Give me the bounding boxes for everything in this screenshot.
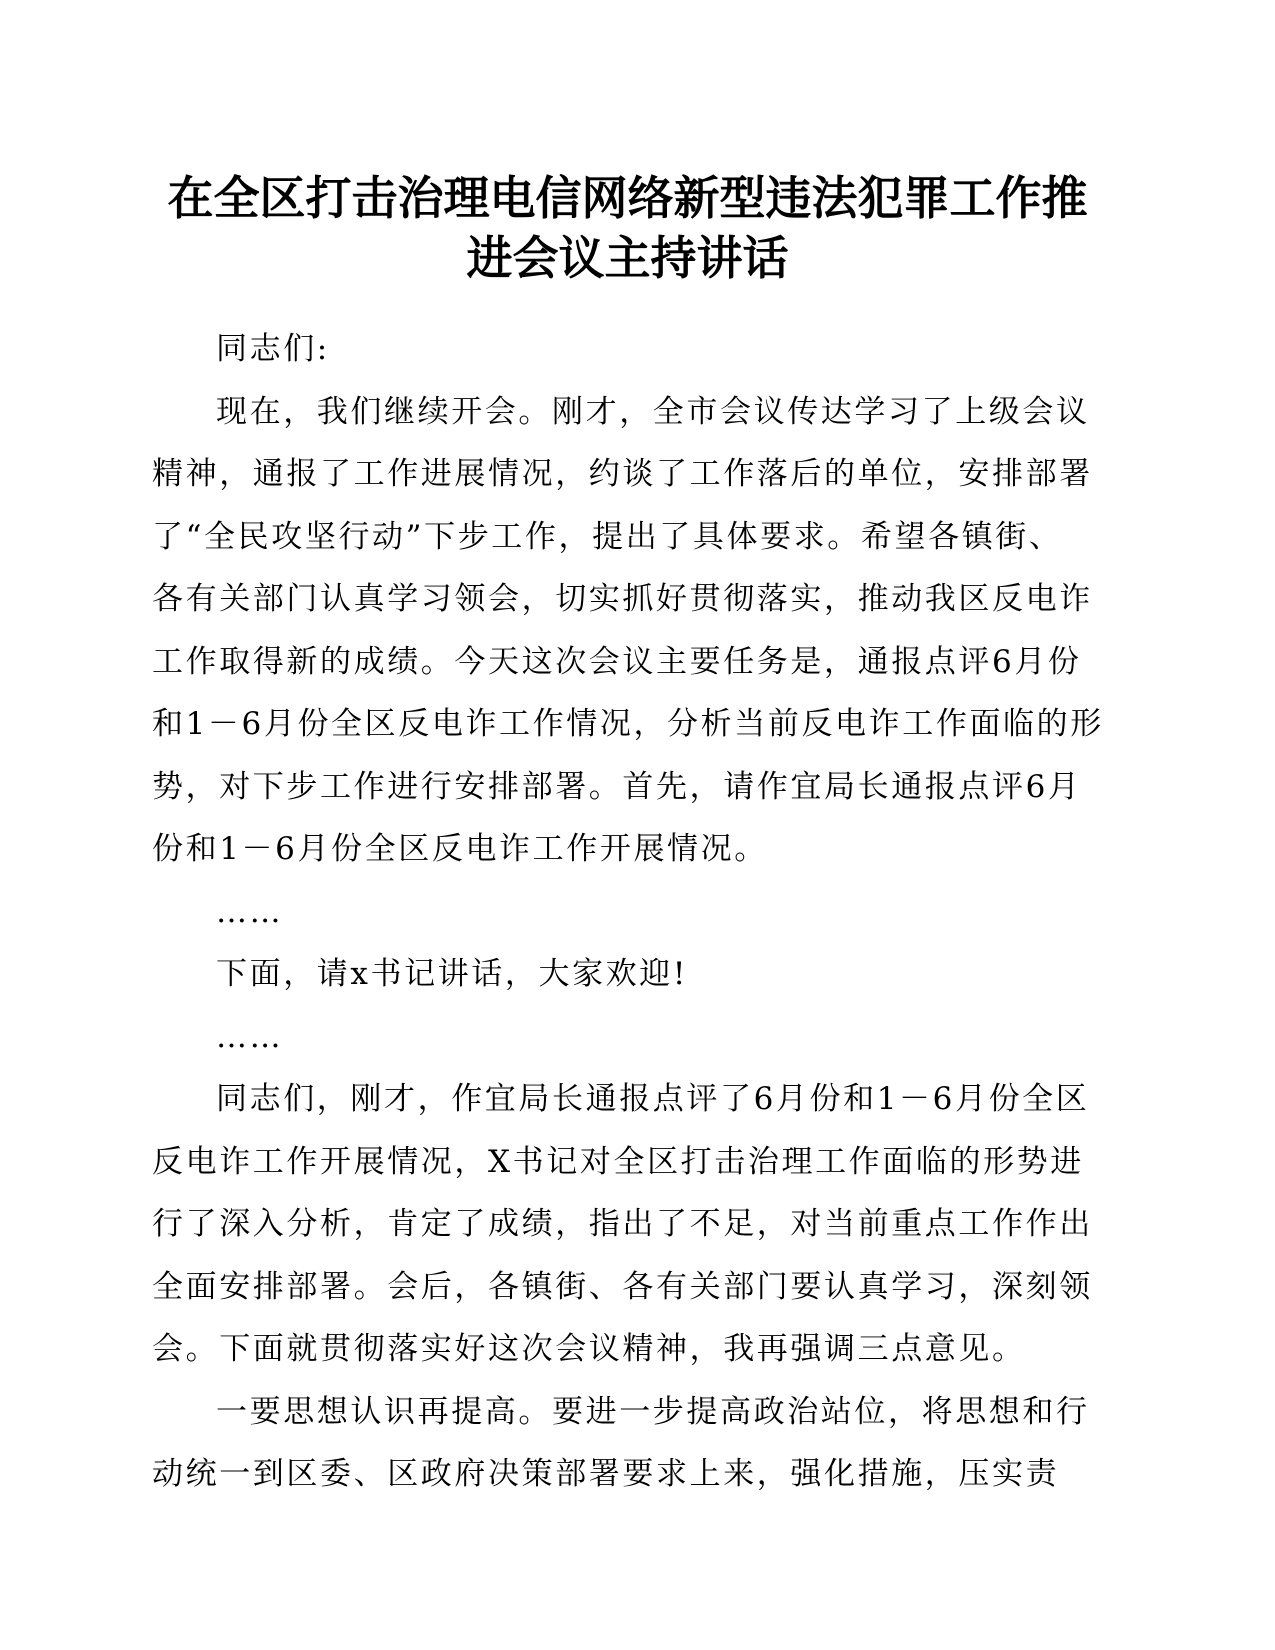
body-line: 各有关部门认真学习领会，切实抓好贯彻落实，推动我区反电诈	[152, 581, 1093, 617]
body-line: 了“全民攻坚行动”下步工作，提出了具体要求。希望各镇街、	[152, 518, 1063, 555]
body-line: 行了深入分析，肯定了成绩，指出了不足，对当前重点工作作出	[152, 1206, 1093, 1242]
ellipsis-line: ……	[216, 1018, 284, 1055]
body-line: 一要思想认识再提高。要进一步提高政治站位，将思想和行	[216, 1393, 1090, 1430]
body-line: 精神，通报了工作进展情况，约谈了工作落后的单位，安排部署	[152, 456, 1093, 492]
body-line: 下面，请x书记讲话，大家欢迎!	[216, 956, 688, 992]
salutation: 同志们:	[216, 331, 330, 367]
body-line: 全面安排部署。会后，各镇街、各有关部门要认真学习，深刻领	[152, 1268, 1093, 1305]
body-line: 工作取得新的成绩。今天这次会议主要任务是，通报点评6月份	[152, 643, 1082, 680]
document-body	[152, 318, 1104, 1506]
body-line: 反电诈工作开展情况，X书记对全区打击治理工作面临的形势进	[152, 1143, 1084, 1180]
body-line: 份和1－6月份全区反电诈工作开展情况。	[152, 831, 768, 867]
title-line-1: 在全区打击治理电信网络新型违法犯罪工作推	[167, 171, 1088, 225]
body-line: 现在，我们继续开会。刚才，全市会议传达学习了上级会议	[216, 393, 1090, 430]
body-line: 会。下面就贯彻落实好这次会议精神，我再强调三点意见。	[152, 1331, 1026, 1367]
body-line: 势，对下步工作进行安排部署。首先，请作宜局长通报点评6月	[152, 768, 1082, 805]
body-line: 和1－6月份全区反电诈工作情况，分析当前反电诈工作面临的形	[152, 706, 1104, 742]
body-line: 同志们，刚才，作宜局长通报点评了6月份和1－6月份全区	[216, 1081, 1090, 1117]
ellipsis-line: ……	[216, 893, 284, 930]
document-title	[140, 168, 1115, 288]
body-line: 动统一到区委、区政府决策部署要求上来，强化措施，压实责	[152, 1456, 1060, 1492]
title-line-2: 进会议主持讲话	[466, 231, 789, 285]
